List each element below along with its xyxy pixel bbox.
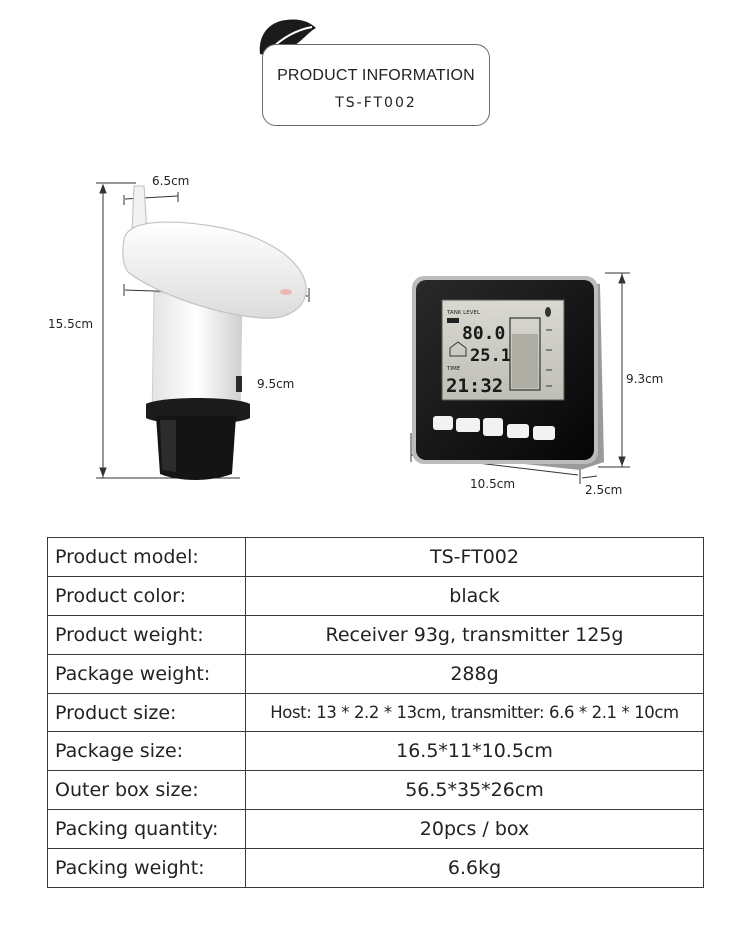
spec-label: Product weight: (48, 615, 246, 654)
page-title: PRODUCT INFORMATION (277, 67, 475, 84)
spec-value: 56.5*35*26cm (246, 771, 704, 810)
spec-row-packing-weight (48, 849, 704, 888)
spec-label: Package weight: (48, 654, 246, 693)
receiver-button (433, 416, 453, 430)
dim-receiver-width: 10.5cm (470, 477, 516, 491)
lcd-tank-level-label: TANK LEVEL (447, 310, 481, 316)
spec-value: 20pcs / box (246, 810, 704, 849)
spec-value: black (246, 576, 704, 615)
spec-label: Product color: (48, 576, 246, 615)
lcd-time-label: TIME (447, 366, 461, 372)
product-drawing (0, 160, 750, 510)
dim-transmitter-height: 15.5cm (48, 317, 94, 331)
spec-value: 288g (246, 654, 704, 693)
dim-transmitter-depth: 9.5cm (257, 377, 295, 391)
spec-row-package-size (48, 732, 704, 771)
spec-value: TS-FT002 (246, 538, 704, 577)
spec-row-packing-quantity (48, 810, 704, 849)
spec-row-product-weight (48, 615, 704, 654)
spec-row-outer-box-size (48, 771, 704, 810)
receiver-button (483, 418, 503, 436)
transmitter-device (123, 186, 306, 480)
product-illustration (0, 160, 750, 510)
spec-label: Outer box size: (48, 771, 246, 810)
receiver-device (412, 276, 604, 470)
spec-value: Receiver 93g, transmitter 125g (246, 615, 704, 654)
spec-label: Product model: (48, 538, 246, 577)
spec-label: Package size: (48, 732, 246, 771)
header-model-number: TS-FT002 (335, 95, 417, 111)
spec-label: Product size: (48, 693, 246, 732)
spec-label: Packing quantity: (48, 810, 246, 849)
receiver-button (456, 418, 480, 432)
lcd-time-value: 21:32 (446, 375, 504, 397)
spec-value: Host: 13 * 2.2 * 13cm, transmitter: 6.6 * 2.1 * 10cm (246, 693, 704, 732)
product-spec-table (47, 537, 704, 888)
lcd-level-value: 80.0 (462, 323, 506, 344)
spec-value: 16.5*11*10.5cm (246, 732, 704, 771)
spec-label: Packing weight: (48, 849, 246, 888)
product-info-badge (262, 44, 490, 126)
receiver-button (533, 426, 555, 440)
dim-transmitter-top: 6.5cm (152, 174, 190, 188)
spec-row-color (48, 576, 704, 615)
dim-receiver-depth: 2.5cm (585, 483, 623, 497)
dim-receiver-height: 9.3cm (626, 372, 664, 386)
spec-value: 6.6kg (246, 849, 704, 888)
spec-row-model (48, 538, 704, 577)
spec-row-package-weight (48, 654, 704, 693)
lcd-temp-value: 25.1 (470, 346, 511, 366)
receiver-button (507, 424, 529, 438)
spec-row-product-size (48, 693, 704, 732)
